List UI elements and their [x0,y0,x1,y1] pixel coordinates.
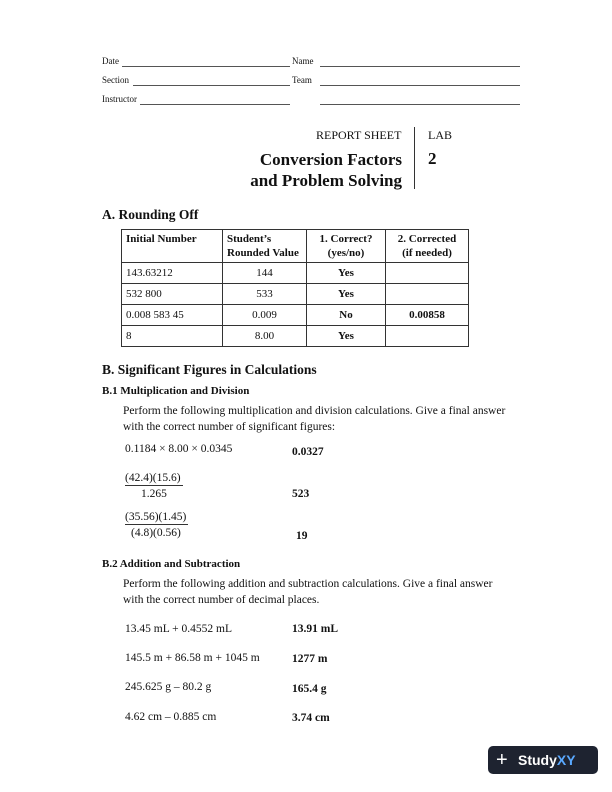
logo-text-study: Study [518,752,557,768]
b2-answer-1[interactable]: 13.91 mL [292,623,338,635]
instructor-field[interactable] [140,104,290,105]
table-header-row [122,230,469,263]
b2-problem-3: 245.625 g – 80.2 g [125,681,212,693]
corrected-value[interactable]: 0.00858 [386,305,469,326]
table-row [122,284,469,305]
header-divider [414,127,415,189]
b2-problem-4: 4.62 cm – 0.885 cm [125,711,217,723]
title-line-2: and Problem Solving [250,171,402,190]
rounded-value[interactable]: 0.009 [223,305,307,326]
col-corrected-header-line1: 2. Corrected [397,233,457,245]
b1-problem-3-denominator: (4.8)(0.56) [131,527,181,539]
b1-answer-3[interactable]: 19 [296,530,308,542]
col-rounded-header-line2: Rounded Value [227,247,299,259]
col-corrected-header [386,230,469,263]
date-field[interactable] [122,66,290,67]
rounding-table [121,229,469,347]
team-field[interactable] [320,85,520,86]
table-row [122,263,469,284]
col-initial-header: Initial Number [122,230,223,263]
b2-problem-2: 145.5 m + 86.58 m + 1045 m [125,652,260,664]
b2-instructions-line2: with the correct number of decimal places. [123,594,320,606]
correct-value[interactable]: Yes [307,326,386,347]
col-correct-header-line2: (yes/no) [327,247,365,259]
rounded-value[interactable]: 533 [223,284,307,305]
b1-instructions-line1: Perform the following multiplication and division calculations. Give a final answer [123,405,506,417]
section-label: Section [102,75,129,85]
b1-problem-1: 0.1184 × 8.00 × 0.0345 [125,443,233,455]
name-field[interactable] [320,66,520,67]
initial-number: 143.63212 [122,263,223,284]
rounded-value[interactable]: 144 [223,263,307,284]
section-field[interactable] [133,85,290,86]
lab-number: 2 [428,149,437,168]
corrected-value[interactable] [386,284,469,305]
studyxy-logo [488,746,598,774]
plus-icon: + [496,749,508,771]
b1-problem-2 [125,472,183,500]
logo-text [518,752,576,768]
page-title [250,149,402,191]
extra-field[interactable] [320,104,520,105]
date-label: Date [102,56,119,66]
col-rounded-header [223,230,307,263]
section-b-title: B. Significant Figures in Calculations [102,362,317,377]
initial-number: 8 [122,326,223,347]
b2-answer-3[interactable]: 165.4 g [292,683,327,695]
col-correct-header-line1: 1. Correct? [319,233,373,245]
corrected-value[interactable] [386,326,469,347]
col-correct-header [307,230,386,263]
title-line-1: Conversion Factors [259,150,402,169]
b2-instructions-line1: Perform the following addition and subtraction calculations. Give a final answer [123,578,493,590]
correct-value[interactable]: Yes [307,284,386,305]
col-corrected-header-line2: (if needed) [402,247,452,259]
initial-number: 0.008 583 45 [122,305,223,326]
section-a-title: A. Rounding Off [102,207,199,222]
corrected-value[interactable] [386,263,469,284]
b1-problem-3-numerator: (35.56)(1.45) [125,511,187,523]
b1-problem-3 [125,511,188,539]
b2-problem-1: 13.45 mL + 0.4552 mL [125,623,232,635]
b2-answer-2[interactable]: 1277 m [292,653,328,665]
b1-answer-2[interactable]: 523 [292,488,310,500]
b2-instructions [123,576,493,608]
table-row [122,305,469,326]
b2-answer-4[interactable]: 3.74 cm [292,712,330,724]
lab-label: LAB [428,128,452,142]
instructor-label: Instructor [102,94,137,104]
section-b1-title: B.1 Multiplication and Division [102,385,250,397]
rounded-value[interactable]: 8.00 [223,326,307,347]
section-b2-title: B.2 Addition and Subtraction [102,558,241,570]
name-label: Name [292,56,314,66]
table-row [122,326,469,347]
b1-problem-2-denominator: 1.265 [141,488,167,500]
initial-number: 532 800 [122,284,223,305]
team-label: Team [292,75,312,85]
logo-text-xy: XY [556,752,576,768]
b1-answer-1[interactable]: 0.0327 [292,446,324,458]
b1-problem-2-numerator: (42.4)(15.6) [125,472,181,484]
report-sheet-label: REPORT SHEET [316,128,402,142]
correct-value[interactable]: No [307,305,386,326]
b1-instructions [123,403,505,435]
col-rounded-header-line1: Student’s [227,233,272,245]
correct-value[interactable]: Yes [307,263,386,284]
b1-instructions-line2: with the correct number of significant figures: [123,421,336,433]
